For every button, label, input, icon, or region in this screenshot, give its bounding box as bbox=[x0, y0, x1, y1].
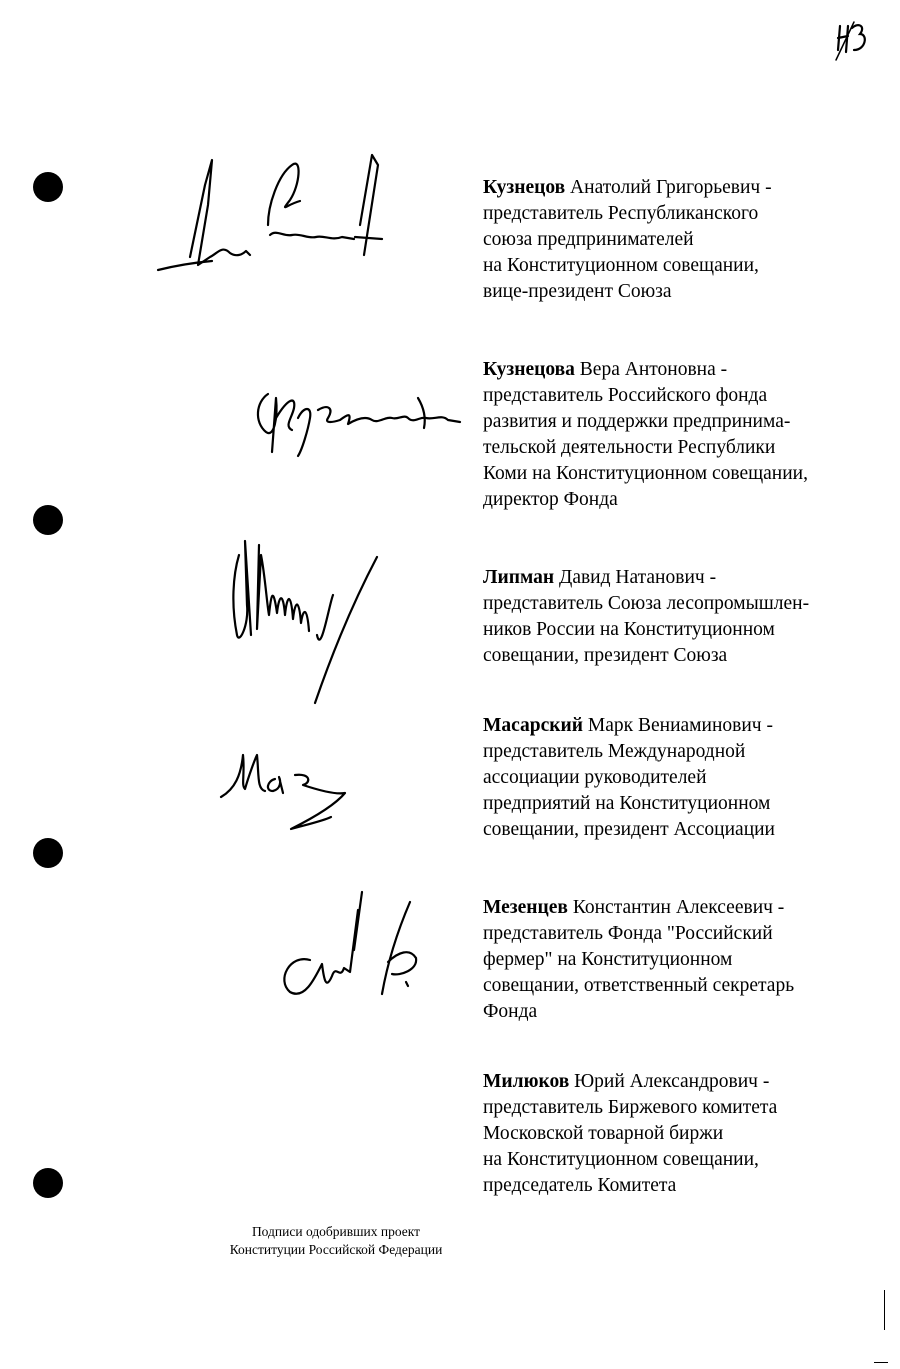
given-names: Константин Алексеевич - bbox=[572, 897, 785, 918]
surname: Милюков bbox=[483, 1071, 570, 1092]
entry-line: представитель Фонда "Российский bbox=[483, 923, 773, 944]
entry-heading bbox=[483, 713, 883, 739]
handwritten-page-number bbox=[834, 20, 874, 64]
entry-line: совещании, президент Ассоциации bbox=[483, 819, 775, 840]
entry-heading bbox=[483, 357, 883, 383]
footer-line: Подписи одобривших проект bbox=[251, 1224, 421, 1239]
entry-line: совещании, ответственный секретарь bbox=[483, 975, 795, 996]
surname: Кузнецова bbox=[483, 359, 575, 380]
signatory-entry bbox=[483, 713, 883, 843]
punch-hole bbox=[33, 172, 63, 202]
entry-line: фермер" на Конституционном bbox=[483, 949, 733, 970]
signatory-entry bbox=[483, 357, 883, 513]
entry-heading bbox=[483, 175, 883, 201]
signature-kuznetsov bbox=[150, 145, 390, 285]
signature-masarsky bbox=[215, 745, 375, 845]
entry-line: представитель Республиканского bbox=[483, 203, 759, 224]
footer-line: Конституции Российской Федерации bbox=[229, 1242, 443, 1257]
entry-line: Московской товарной биржи bbox=[483, 1123, 724, 1144]
entry-line: представитель Российского фонда bbox=[483, 385, 768, 406]
punch-hole bbox=[33, 505, 63, 535]
punch-hole bbox=[33, 1168, 63, 1198]
entry-line: представитель Союза лесопромышлен- bbox=[483, 593, 810, 614]
entry-heading bbox=[483, 565, 883, 591]
entry-line: ассоциации руководителей bbox=[483, 767, 707, 788]
entry-line: на Конституционном совещании, bbox=[483, 1149, 759, 1170]
entry-line: ников России на Конституционном bbox=[483, 619, 775, 640]
scan-edge-mark bbox=[874, 1362, 888, 1363]
surname: Масарский bbox=[483, 715, 584, 736]
entry-line: директор Фонда bbox=[483, 489, 618, 510]
surname: Липман bbox=[483, 567, 555, 588]
surname: Кузнецов bbox=[483, 177, 566, 198]
entry-line: представитель Международной bbox=[483, 741, 746, 762]
signatory-entry bbox=[483, 175, 883, 305]
signature-lipman bbox=[225, 535, 385, 715]
entry-heading bbox=[483, 1069, 883, 1095]
signatory-entry bbox=[483, 1069, 883, 1199]
given-names: Анатолий Григорьевич - bbox=[570, 177, 772, 198]
entry-line: Коми на Конституционном совещании, bbox=[483, 463, 808, 484]
signatory-entry bbox=[483, 565, 883, 669]
surname: Мезенцев bbox=[483, 897, 568, 918]
signature-kuznetsova bbox=[248, 378, 468, 458]
signatory-entry bbox=[483, 895, 883, 1025]
entry-line: вице-президент Союза bbox=[483, 281, 672, 302]
entry-line: совещании, президент Союза bbox=[483, 645, 728, 666]
given-names: Юрий Александрович - bbox=[574, 1071, 770, 1092]
signature-mezentsev bbox=[270, 890, 430, 1010]
punch-hole bbox=[33, 838, 63, 868]
scan-edge-mark bbox=[884, 1290, 885, 1330]
entry-line: Фонда bbox=[483, 1001, 538, 1022]
entry-line: председатель Комитета bbox=[483, 1175, 677, 1196]
entry-line: на Конституционном совещании, bbox=[483, 255, 759, 276]
entry-heading bbox=[483, 895, 883, 921]
given-names: Марк Вениаминович - bbox=[587, 715, 773, 736]
entry-line: союза предпринимателей bbox=[483, 229, 694, 250]
page-footer-caption bbox=[196, 1223, 476, 1259]
entry-line: предприятий на Конституционном bbox=[483, 793, 771, 814]
given-names: Вера Антоновна - bbox=[579, 359, 728, 380]
entry-line: представитель Биржевого комитета bbox=[483, 1097, 778, 1118]
given-names: Давид Натанович - bbox=[559, 567, 717, 588]
entry-line: развития и поддержки предпринима- bbox=[483, 411, 791, 432]
entry-line: тельской деятельности Республики bbox=[483, 437, 776, 458]
